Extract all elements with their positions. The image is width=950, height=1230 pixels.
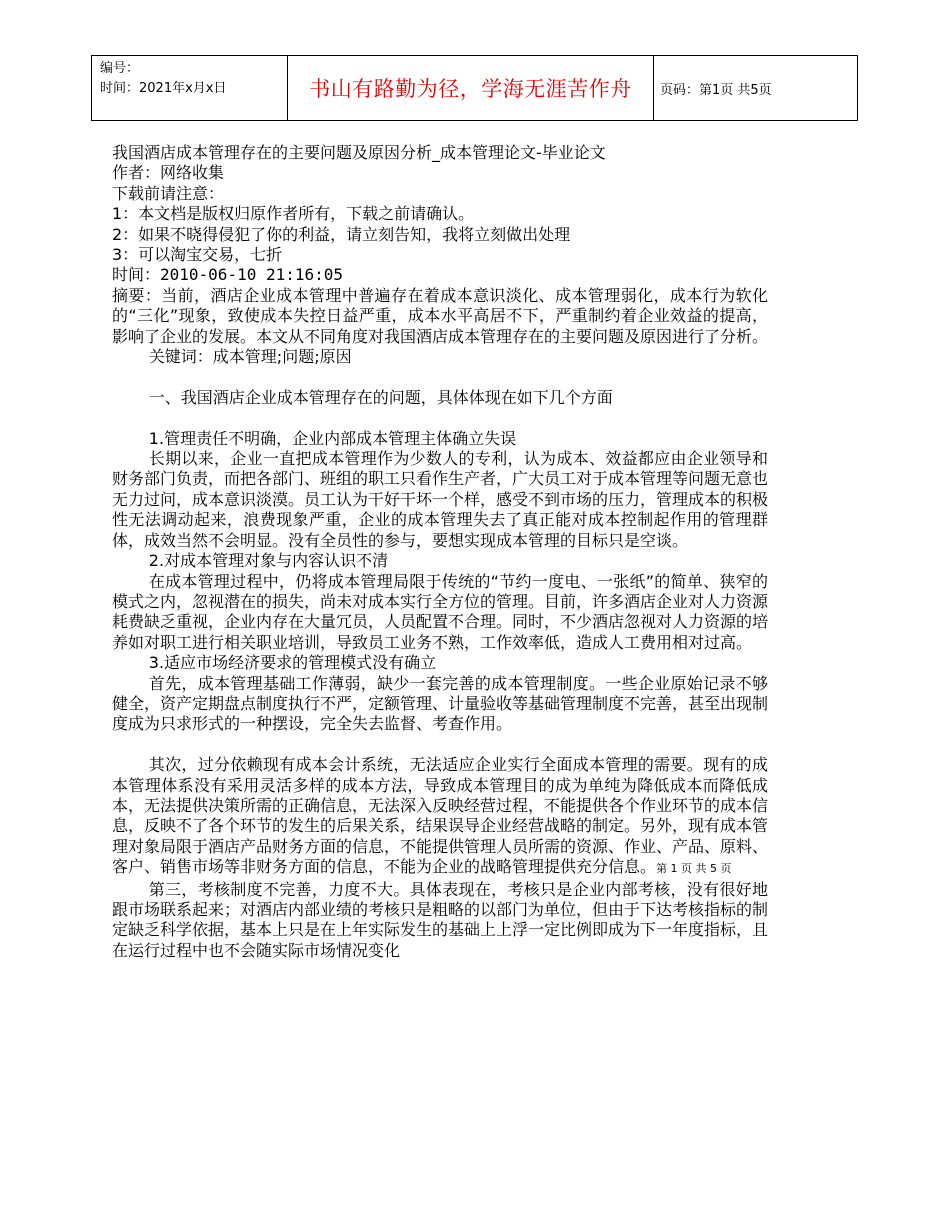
notice-2: 2：如果不晓得侵犯了你的利益，请立刻告知，我将立刻做出处理 <box>112 224 571 244</box>
spacer <box>112 408 768 428</box>
item-heading-3: 3.适应市场经济要求的管理模式没有确立 <box>148 653 437 673</box>
doc-time: 时间：2010-06-10 21:16:05 <box>112 265 344 285</box>
paragraph-1: 长期以来，企业一直把成本管理作为少数人的专利，认为成本、效益都应由企业领导和财务部门负责，而把各部门、班组的职工只看作生产者，广大员工对于成本管理等问题无意也无力过问，成本意识淡漠。员工认为干好干坏一个样，感受不到市场的压力，管理成本的积极性无法调动起来，浪费现象严重，企业的成本管理失去了真正能对成本控制起作用的管理群体，成效当然不会明显。没有全员性的参与，要想实现成本管理的目标只是空谈。 <box>112 449 769 550</box>
header-motto: 书山有路勤为径，学海无涯苦作舟 <box>288 56 654 120</box>
item-heading-2: 2.对成本管理对象与内容认识不清 <box>148 551 389 571</box>
section-heading-1: 一、我国酒店企业成本管理存在的问题，具体体现在如下几个方面 <box>148 387 613 407</box>
item-heading-1: 1.管理责任不明确，企业内部成本管理主体确立失误 <box>148 428 517 448</box>
doc-title: 我国酒店成本管理存在的主要问题及原因分析_成本管理论文-毕业论文 <box>112 143 606 162</box>
notice-3: 3：可以淘宝交易，七折 <box>112 245 283 265</box>
number-label: 编号： <box>100 61 140 76</box>
page-header <box>91 55 858 121</box>
doc-author: 作者：网络收集 <box>112 163 225 183</box>
paragraph-5: 第三，考核制度不完善，力度不大。具体表现在，考核只是企业内部考核，没有很好地跟市场联系起来；对酒店内部业绩的考核只是粗略的以部门为单位，但由于下达考核指标的制定缺乏科学依据，基本上只是在上年实际发生的基础上上浮一定比例即成为下一年度指标，且在运行过程中也不会随实际市场情况变化 <box>112 879 769 960</box>
document-body <box>112 143 768 961</box>
spacer <box>112 735 768 755</box>
keywords: 关键词：成本管理;问题;原因 <box>148 347 352 367</box>
abstract: 摘要：当前，酒店企业成本管理中普遍存在着成本意识淡化、成本管理弱化，成本行为软化的“三化”现象，致使成本失控日益严重，成本水平高居不下，严重制约着企业效益的提高，影响了企业的发展。本文从不同角度对我国酒店成本管理存在的主要问题及原因进行了分析。 <box>112 285 769 346</box>
paragraph-4 <box>112 755 768 879</box>
notice-1: 1：本文档是版权归原作者所有，下载之前请确认。 <box>112 204 475 224</box>
paragraph-3: 首先，成本管理基础工作薄弱，缺少一套完善的成本管理制度。一些企业原始记录不够健全，资产定期盘点制度执行不严，定额管理、计量验收等基础管理制度不完善，甚至出现制度成为只求形式的一种摆设，完全失去监督、考查作用。 <box>112 673 769 734</box>
header-page-label: 页码：第1页 共5页 <box>660 82 772 98</box>
paragraph-2: 在成本管理过程中，仍将成本管理局限于传统的“节约一度电、一张纸”的简单、狭窄的模式之内，忽视潜在的损失，尚未对成本实行全方位的管理。目前，许多酒店企业对人力资源耗费缺乏重视，企业内存在大量冗员，人员配置不合理。同时，不少酒店忽视对人力资源的培养如对职工进行相关职业培训，导致员工业务不熟，工作效率低，造成人工费用相对过高。 <box>112 571 769 652</box>
header-meta <box>92 56 288 120</box>
spacer <box>112 367 768 387</box>
paragraph-4-text: 其次，过分依赖现有成本会计系统，无法适应企业实行全面成本管理的需要。现有的成本管理体系没有采用灵活多样的成本方法，导致成本管理目的成为单纯为降低成本而降低成本，无法提供决策所需的正确信息，无法深入反映经营过程，不能提供各个作业环节的成本信息，反映不了各个环节的发生的后果关系，结果误导企业经营战略的制定。另外，现有成本管理对象局限于酒店产品财务方面的信息，不能提供管理人员所需的资源、作业、产品、原料、客户、销售市场等非财务方面的信息，不能为企业的战略管理提供充分信息。 <box>112 755 769 877</box>
page-number-overlay: 第 1 页 共 5 页 <box>656 862 732 876</box>
time-label: 时间：2021年x月x日 <box>100 81 227 96</box>
notice-heading: 下载前请注意： <box>112 183 225 203</box>
